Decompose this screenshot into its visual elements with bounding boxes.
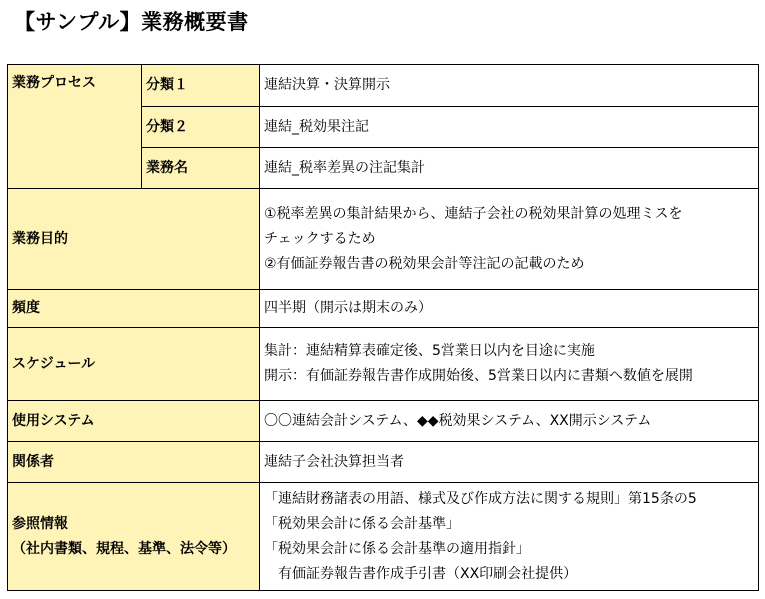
page-title: 【サンプル】業務概要書 — [14, 10, 249, 34]
reference-line: 有価証券報告書作成手引書（XX印刷会社提供） — [278, 565, 578, 582]
purpose-label: 業務目的 — [8, 189, 260, 290]
systems-label: 使用システム — [8, 401, 260, 442]
references-label — [8, 483, 260, 591]
table-row — [8, 65, 759, 107]
business-overview-table — [7, 64, 759, 591]
table-row — [8, 290, 759, 328]
table-row — [8, 328, 759, 401]
frequency-value: 四半期（開示は期末のみ） — [260, 290, 759, 328]
schedule-line: 開示：有価証券報告書作成開始後、5営業日以内に書類へ数値を展開 — [264, 368, 693, 384]
references-value — [260, 483, 759, 591]
table-row — [8, 442, 759, 483]
stakeholders-value: 連結子会社決算担当者 — [260, 442, 759, 483]
purpose-line: ①税率差異の集計結果から、連結子会社の税効果計算の処理ミスを — [264, 205, 683, 222]
class2-value: 連結_税効果注記 — [260, 107, 759, 148]
class1-label: 分類１ — [142, 65, 260, 107]
reference-line: 「税効果会計に係る会計基準」 — [264, 515, 460, 532]
systems-value: 〇〇連結会計システム、◆◆税効果システム、XX開示システム — [260, 401, 759, 442]
class2-label: 分類２ — [142, 107, 260, 148]
schedule-label: スケジュール — [8, 328, 260, 401]
process-label: 業務プロセス — [8, 65, 142, 189]
reference-line: 「連結財務諸表の用語、様式及び作成方法に関する規則」第15条の5 — [264, 490, 697, 507]
class1-value: 連結決算・決算開示 — [260, 65, 759, 107]
table-row — [8, 483, 759, 591]
purpose-value — [260, 189, 759, 290]
references-label-line1: 参照情報 — [12, 515, 68, 532]
references-label-line2: （社内書類、規程、基準、法令等） — [12, 540, 236, 557]
table-row — [8, 189, 759, 290]
purpose-line: ②有価証券報告書の税効果会計等注記の記載のため — [264, 255, 585, 272]
schedule-line: 集計：連結精算表確定後、5営業日以内を目途に実施 — [264, 343, 595, 359]
reference-line: 「税効果会計に係る会計基準の適用指針」 — [264, 540, 530, 557]
schedule-value — [260, 328, 759, 401]
stakeholders-label: 関係者 — [8, 442, 260, 483]
business-name-label: 業務名 — [142, 148, 260, 189]
frequency-label: 頻度 — [8, 290, 260, 328]
business-name-value: 連結_税率差異の注記集計 — [260, 148, 759, 189]
table-row — [8, 401, 759, 442]
purpose-line: チェックするため — [264, 230, 376, 247]
